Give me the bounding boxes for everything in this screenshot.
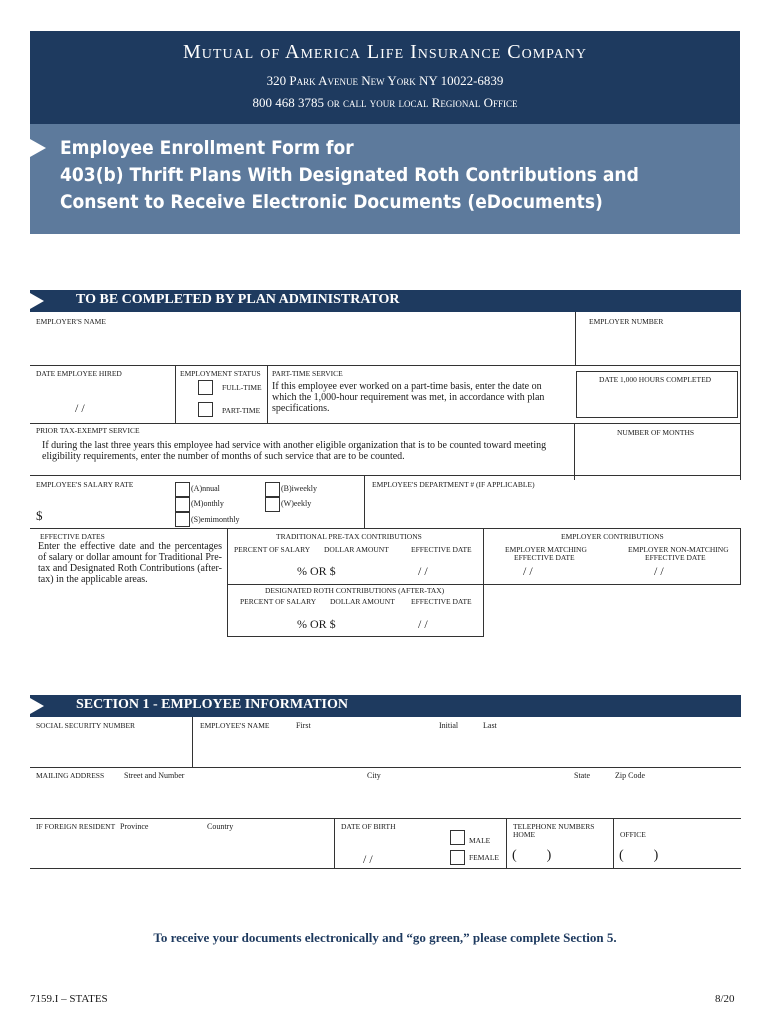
office-phone-field[interactable] bbox=[619, 848, 736, 866]
employer-matching-date-field[interactable]: / / bbox=[523, 564, 533, 578]
street-label: Street and Number bbox=[124, 771, 185, 780]
weekly-checkbox[interactable] bbox=[265, 497, 280, 512]
company-name: Mutual of America Life Insurance Company bbox=[183, 41, 587, 63]
traditional-effective-label: EFFECTIVE DATE bbox=[411, 545, 472, 554]
biweekly-checkbox[interactable] bbox=[265, 482, 280, 497]
traditional-date-field[interactable]: / / bbox=[418, 564, 428, 578]
company-address: 320 Park Avenue New York NY 10022-6839 bbox=[266, 73, 504, 88]
home-area-open: ( bbox=[512, 848, 517, 863]
form-title-line3: Consent to Receive Electronic Documents (eDocuments) bbox=[60, 191, 603, 213]
full-time-label: FULL-TIME bbox=[222, 383, 262, 392]
date-1000-hours-label: DATE 1,000 HOURS COMPLETED bbox=[599, 375, 712, 384]
form-title-line2: 403(b) Thrift Plans With Designated Roth Contributions and bbox=[60, 164, 639, 186]
traditional-amount-field[interactable]: % OR $ bbox=[297, 564, 336, 578]
form-title-line1: Employee Enrollment Form for bbox=[60, 137, 354, 159]
divider bbox=[30, 868, 741, 869]
arrow-icon bbox=[30, 293, 44, 309]
divider bbox=[30, 767, 741, 768]
form-date: 8/20 bbox=[715, 993, 735, 1005]
go-green-note: To receive your documents electronically and “go green,” please complete Section 5. bbox=[153, 930, 617, 945]
effective-dates-instructions: Enter the effective date and the percentages of salary or dollar amount for Traditional Pre-tax and Designated Roth Contributions (after-tax) in the applicable areas. bbox=[38, 541, 222, 585]
roth-effective-label: EFFECTIVE DATE bbox=[411, 597, 472, 606]
divider bbox=[227, 528, 228, 636]
divider bbox=[30, 423, 741, 424]
last-name-label: Last bbox=[483, 721, 497, 730]
employer-non-matching-date-field[interactable]: / / bbox=[654, 564, 664, 578]
annual-label: (A)nnual bbox=[191, 484, 220, 493]
employer-number-field[interactable] bbox=[580, 328, 736, 360]
weekly-label: (W)eekly bbox=[281, 499, 312, 508]
divider bbox=[740, 528, 741, 584]
divider bbox=[613, 818, 614, 868]
part-time-instructions: If this employee ever worked on a part-time basis, enter the date on which the 1,000-hour requirement was met, in accordance with plan specifications. bbox=[272, 381, 545, 414]
department-label: EMPLOYEE'S DEPARTMENT # (IF APPLICABLE) bbox=[372, 480, 535, 489]
roth-percent-label: PERCENT OF SALARY bbox=[240, 597, 317, 606]
roth-date-field[interactable]: / / bbox=[418, 617, 428, 631]
divider bbox=[30, 818, 741, 819]
employer-name-label: EMPLOYER'S NAME bbox=[36, 317, 106, 326]
divider bbox=[575, 312, 576, 365]
date-hired-field[interactable]: / / bbox=[75, 401, 85, 415]
employer-matching-label: EMPLOYER MATCHING bbox=[505, 545, 587, 554]
city-label: City bbox=[367, 771, 381, 780]
arrow-icon bbox=[30, 698, 44, 714]
employer-matching-label-2: EFFECTIVE DATE bbox=[514, 553, 575, 562]
date-hired-label: DATE EMPLOYEE HIRED bbox=[36, 369, 122, 378]
home-phone-label: HOME bbox=[513, 830, 536, 839]
number-of-months-field[interactable] bbox=[580, 440, 736, 472]
ssn-field[interactable] bbox=[36, 735, 186, 763]
divider bbox=[334, 818, 335, 868]
employee-name-label: EMPLOYEE'S NAME bbox=[200, 721, 270, 730]
female-label: FEMALE bbox=[469, 853, 499, 862]
traditional-dollar-label: DOLLAR AMOUNT bbox=[324, 545, 389, 554]
female-checkbox[interactable] bbox=[450, 850, 465, 865]
divider bbox=[483, 528, 484, 636]
employer-number-label: EMPLOYER NUMBER bbox=[589, 317, 664, 326]
divider bbox=[574, 423, 575, 480]
monthly-checkbox[interactable] bbox=[175, 497, 190, 512]
divider bbox=[267, 365, 268, 423]
annual-checkbox[interactable] bbox=[175, 482, 190, 497]
traditional-percent-label: PERCENT OF SALARY bbox=[234, 545, 311, 554]
employment-status-label: EMPLOYMENT STATUS bbox=[180, 369, 261, 378]
divider bbox=[175, 365, 176, 423]
foreign-address-field[interactable] bbox=[36, 836, 326, 866]
full-time-checkbox[interactable] bbox=[198, 380, 213, 395]
admin-section-bar bbox=[30, 290, 741, 312]
number-of-months-label: NUMBER OF MONTHS bbox=[617, 428, 695, 437]
divider bbox=[364, 475, 365, 528]
office-area-open: ( bbox=[619, 848, 624, 863]
company-phone: 800 468 3785 or call your local Regional Office bbox=[252, 95, 518, 110]
employer-name-field[interactable] bbox=[36, 328, 566, 360]
mailing-address-label: MAILING ADDRESS bbox=[36, 771, 105, 780]
part-time-checkbox[interactable] bbox=[198, 402, 213, 417]
arrow-icon bbox=[30, 139, 46, 157]
roth-dollar-label: DOLLAR AMOUNT bbox=[330, 597, 395, 606]
divider bbox=[227, 636, 484, 637]
date-1000-hours-field[interactable] bbox=[576, 371, 738, 418]
employer-non-matching-label-2: EFFECTIVE DATE bbox=[645, 553, 706, 562]
divider bbox=[30, 365, 741, 366]
office-area-close: ) bbox=[653, 848, 659, 863]
country-label: Country bbox=[207, 822, 234, 831]
state-label: State bbox=[574, 771, 590, 780]
divider bbox=[227, 584, 741, 585]
divider bbox=[30, 475, 741, 476]
home-phone-field[interactable] bbox=[512, 848, 608, 866]
department-field[interactable] bbox=[372, 492, 736, 524]
employer-non-matching-label: EMPLOYER NON-MATCHING bbox=[628, 545, 729, 554]
salary-rate-label: EMPLOYEE'S SALARY RATE bbox=[36, 480, 134, 489]
biweekly-label: (B)iweekly bbox=[281, 484, 317, 493]
section1-bar bbox=[30, 695, 741, 717]
foreign-resident-label: IF FOREIGN RESIDENT bbox=[36, 822, 116, 831]
part-time-label: PART-TIME bbox=[222, 406, 261, 415]
prior-service-instructions: If during the last three years this employee had service with another eligible organization that is to be counted toward meeting eligibility requirements, enter the number of months of such service that are to be counted. bbox=[42, 440, 547, 462]
form-number: 7159.I – STATES bbox=[30, 993, 108, 1005]
roth-heading: DESIGNATED ROTH CONTRIBUTIONS (AFTER-TAX) bbox=[265, 586, 445, 595]
section1-heading: SECTION 1 - EMPLOYEE INFORMATION bbox=[76, 697, 348, 712]
prior-service-label: PRIOR TAX-EXEMPT SERVICE bbox=[36, 426, 140, 435]
semimonthly-checkbox[interactable] bbox=[175, 512, 190, 527]
first-name-label: First bbox=[296, 721, 311, 730]
semimonthly-label: (S)emimonthly bbox=[191, 515, 240, 524]
male-checkbox[interactable] bbox=[450, 830, 465, 845]
salary-dollar-sign: $ bbox=[36, 508, 43, 523]
admin-right-border bbox=[740, 312, 741, 480]
office-phone-label: OFFICE bbox=[620, 830, 646, 839]
part-time-service-label: PART-TIME SERVICE bbox=[272, 369, 343, 378]
province-label: Province bbox=[120, 822, 149, 831]
divider bbox=[30, 528, 741, 529]
male-label: MALE bbox=[469, 836, 491, 845]
employee-name-field[interactable] bbox=[200, 735, 736, 763]
dob-field[interactable]: / / bbox=[363, 852, 373, 866]
employer-contributions-heading: EMPLOYER CONTRIBUTIONS bbox=[561, 532, 664, 541]
roth-amount-field[interactable]: % OR $ bbox=[297, 617, 336, 631]
mailing-address-field[interactable] bbox=[36, 785, 736, 815]
divider bbox=[506, 818, 507, 868]
salary-amount-field[interactable] bbox=[50, 510, 170, 526]
dob-label: DATE OF BIRTH bbox=[341, 822, 396, 831]
monthly-label: (M)onthly bbox=[191, 499, 224, 508]
form-title-bar bbox=[30, 124, 740, 234]
initial-label: Initial bbox=[439, 721, 459, 730]
company-header bbox=[30, 31, 740, 124]
home-area-close: ) bbox=[546, 848, 552, 863]
effective-dates-label: EFFECTIVE DATES bbox=[40, 532, 105, 541]
traditional-heading: TRADITIONAL PRE-TAX CONTRIBUTIONS bbox=[276, 532, 422, 541]
zip-label: Zip Code bbox=[615, 771, 645, 780]
divider bbox=[192, 717, 193, 767]
telephone-label: TELEPHONE NUMBERS bbox=[513, 822, 595, 831]
admin-section-heading: TO BE COMPLETED BY PLAN ADMINISTRATOR bbox=[76, 292, 400, 307]
ssn-label: SOCIAL SECURITY NUMBER bbox=[36, 721, 136, 730]
